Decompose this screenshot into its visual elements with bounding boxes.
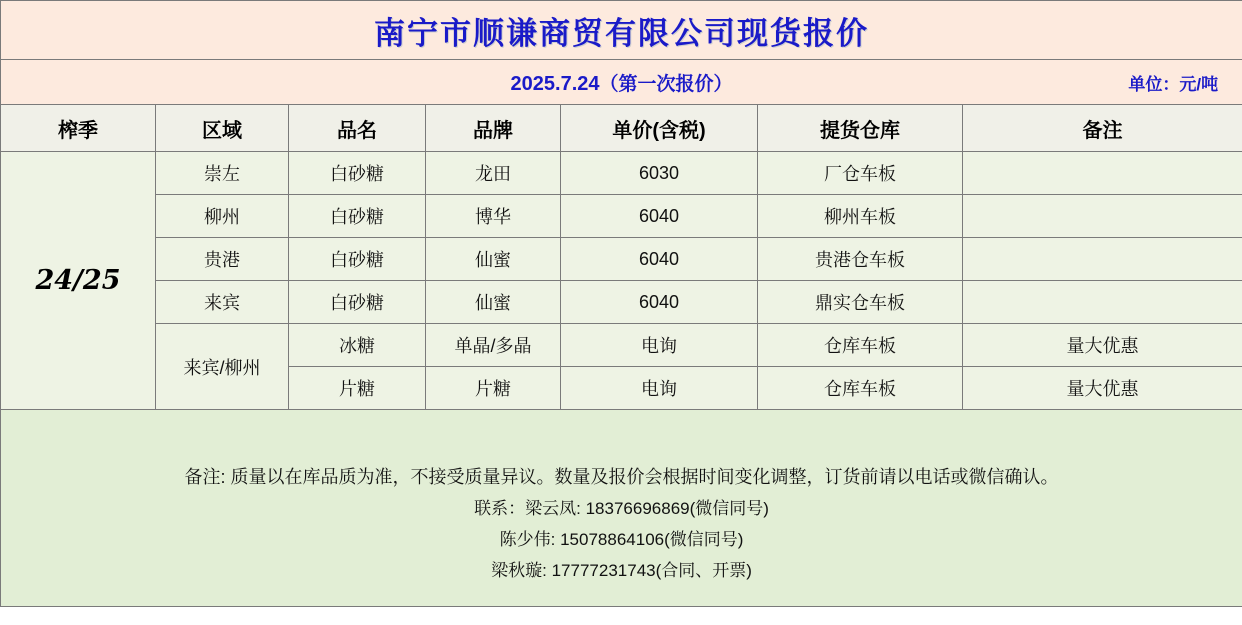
cell-warehouse: 厂仓车板	[758, 152, 963, 195]
cell-brand: 单晶/多晶	[426, 324, 561, 367]
cell-region: 崇左	[156, 152, 289, 195]
column-header-region: 区域	[156, 105, 289, 152]
cell-product: 白砂糖	[289, 281, 426, 324]
cell-remark: 量大优惠	[963, 324, 1242, 367]
cell-warehouse: 柳州车板	[758, 195, 963, 238]
cell-product: 白砂糖	[289, 238, 426, 281]
table-row	[1, 324, 1242, 367]
column-header-row	[1, 105, 1242, 152]
page-title: 南宁市顺谦商贸有限公司现货报价	[374, 15, 870, 52]
cell-region: 贵港	[156, 238, 289, 281]
cell-price: 6030	[561, 152, 758, 195]
cell-product: 冰糖	[289, 324, 426, 367]
cell-brand: 片糖	[426, 367, 561, 410]
cell-warehouse: 仓库车板	[758, 324, 963, 367]
cell-price: 6040	[561, 281, 758, 324]
unit-label: 单位：元/吨	[1128, 74, 1219, 94]
cell-product: 白砂糖	[289, 152, 426, 195]
column-header-brand: 品牌	[426, 105, 561, 152]
title-cell	[1, 1, 1242, 60]
subheader-inner	[1, 60, 1242, 104]
subheader-row	[1, 60, 1242, 105]
table-row	[1, 238, 1242, 281]
cell-brand: 仙蜜	[426, 281, 561, 324]
column-header-product: 品名	[289, 105, 426, 152]
cell-brand: 龙田	[426, 152, 561, 195]
cell-region: 来宾	[156, 281, 289, 324]
table-row	[1, 152, 1242, 195]
cell-brand: 博华	[426, 195, 561, 238]
cell-remark	[963, 281, 1242, 324]
cell-warehouse: 贵港仓车板	[758, 238, 963, 281]
column-header-warehouse: 提货仓库	[758, 105, 963, 152]
quote-date	[511, 69, 733, 96]
notes-line-disclaimer: 备注: 质量以在库品质为准，不接受质量异议。数量及报价会根据时间变化调整，订货前请以电话或微信确认。	[184, 467, 1059, 487]
title-row	[1, 1, 1242, 60]
notes-row	[1, 410, 1242, 607]
cell-remark	[963, 195, 1242, 238]
cell-product: 白砂糖	[289, 195, 426, 238]
cell-region: 柳州	[156, 195, 289, 238]
notes-line-contact-3: 梁秋璇: 17777231743(合同、开票)	[491, 561, 752, 580]
notes-line-contact-1: 联系：梁云凤: 18376696869(微信同号)	[474, 499, 769, 518]
column-header-season: 榨季	[1, 105, 156, 152]
cell-remark	[963, 152, 1242, 195]
cell-price: 电询	[561, 367, 758, 410]
table-row	[1, 281, 1242, 324]
notes-cell	[1, 410, 1242, 607]
cell-remark	[963, 238, 1242, 281]
season-cell: 24/25	[1, 152, 156, 410]
cell-warehouse: 仓库车板	[758, 367, 963, 410]
cell-remark: 量大优惠	[963, 367, 1242, 410]
cell-region-merged: 来宾/柳州	[156, 324, 289, 410]
quote-date-value: 2025.7.24	[510, 72, 600, 95]
notes-block	[1, 430, 1242, 586]
column-header-remark: 备注	[963, 105, 1242, 152]
cell-brand: 仙蜜	[426, 238, 561, 281]
cell-price: 6040	[561, 238, 758, 281]
table-row	[1, 195, 1242, 238]
cell-price: 电询	[561, 324, 758, 367]
column-header-price: 单价(含税)	[561, 105, 758, 152]
cell-product: 片糖	[289, 367, 426, 410]
cell-price: 6040	[561, 195, 758, 238]
notes-line-contact-2: 陈少伟: 15078864106(微信同号)	[499, 530, 744, 549]
quote-round: （第一次报价）	[599, 73, 733, 95]
subheader-cell	[1, 60, 1242, 105]
cell-warehouse: 鼎实仓车板	[758, 281, 963, 324]
